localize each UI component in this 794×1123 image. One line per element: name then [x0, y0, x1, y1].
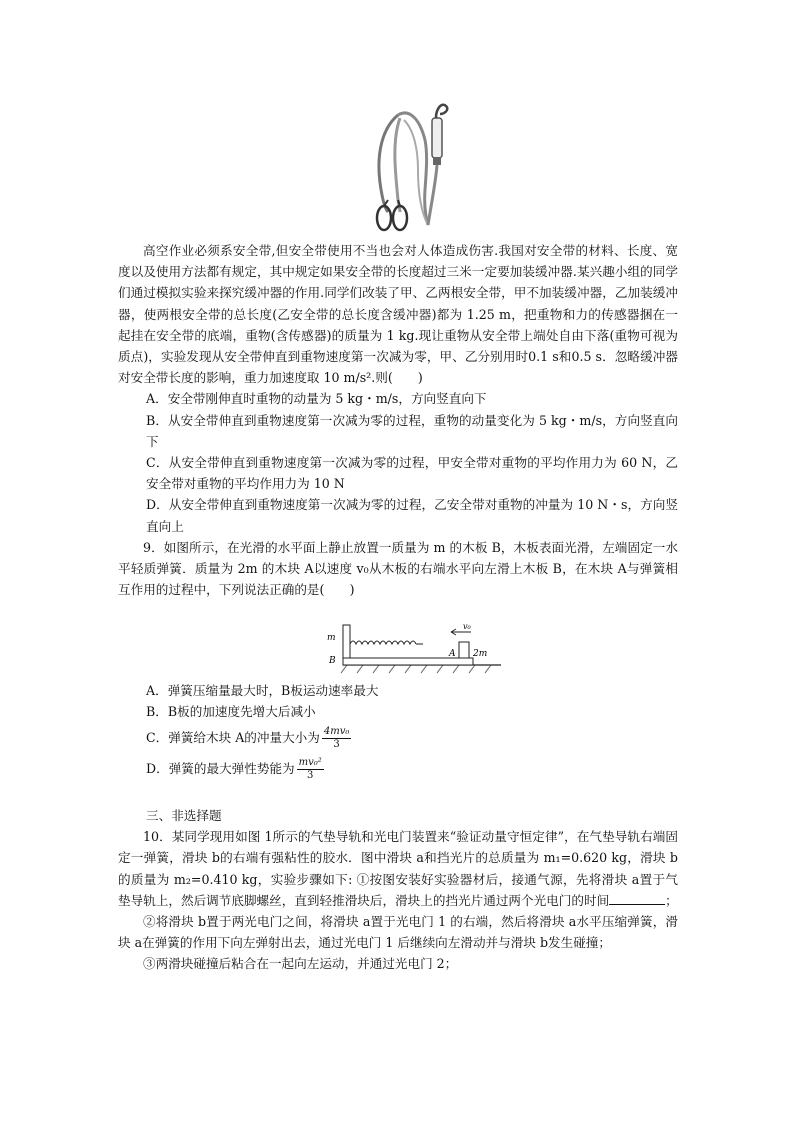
section-3: [118, 805, 678, 975]
q9-stem: 9．如图所示，在光滑的水平面上静止放置一质量为 m 的木板 B，木板表面光滑，左端固定一水平轻质弹簧．质量为 2m 的木块 A以速度 v₀从木板的右端水平向左滑上木板 B，在木块 A与弹簧相互作用的过程中，下列说法正确的是( ): [118, 539, 678, 598]
q10-p1-end: ；: [665, 892, 678, 908]
q8-stem: 高空作业必须系安全带,但安全带使用不当也会对人体造成伤害.我国对安全带的材料、长度、宽度以及使用方法都有规定，其中规定如果安全带的长度超过三米一定要加装缓冲器.某兴趣小组的同学们通过模拟实验来探究缓冲器的作用.同学们改装了甲、乙两根安全带，甲不加装缓冲器，乙加装缓冲器，使两根安全带的总长度(乙安全带的总长度含缓冲器)都为 1.25 m，把重物和力的传感器捆在一起挂在安全带的底端，重物(含传感器)的质量为 1 kg.现让重物从安全带上端处自由下落(重物可视为质点)，实验发现从安全带伸直到重物速度第一次减为零，甲、乙分别用时0.1 s和0.5 s．忽略缓冲器对安全带长度的影响，重力加速度取 10 m/s².则( ): [118, 243, 678, 386]
label-m: m: [327, 633, 336, 643]
label-A: A: [449, 649, 456, 659]
q9-option-c-den: 3: [333, 739, 340, 751]
q8-option-c: C．从安全带伸直到重物速度第一次减为零的过程，甲安全带对重物的平均作用力为 60 N，乙安全带对重物的平均作用力为 10 N: [146, 455, 678, 492]
q9-option-d-den: 3: [307, 770, 314, 782]
q9-option-d-fraction: [297, 757, 324, 782]
q10-paragraph-1: [118, 826, 678, 911]
q10-paragraph-2: ②将滑块 b置于两光电门之间，将滑块 a置于光电门 1 的右端，然后将滑块 a水平压缩弹簧，滑块 a在弹簧的作用下向左弹射出去，通过光电门 1 后继续向左滑动并与滑块 b发生碰撞；: [118, 914, 678, 951]
label-2m: 2m: [473, 649, 488, 659]
q9-option-d-num: mv₀²: [298, 757, 322, 769]
q9-option-d-text: D．弹簧的最大弹性势能为: [146, 761, 295, 777]
spring-board-figure: [323, 620, 503, 675]
q9-option-b: B．B板的加速度先增大后减小: [146, 704, 316, 720]
safety-belt-figure: [370, 100, 460, 235]
q8-option-a: A．安全带刚伸直时重物的动量为 5 kg・m/s，方向竖直向下: [146, 391, 487, 407]
q9-option-c: [118, 726, 678, 751]
q10-p1-text: 10．某同学现用如图 1所示的气垫导轨和光电门装置来“验证动量守恒定律”，在气垫导轨右端固定一弹簧，滑块 b的右端有强粘性的胶水．图中滑块 a和挡光片的总质量为 m₁=0.620 kg，滑块 b的质量为 m₂=0.410 kg，实验步骤如下: ①按图安装好实验器材后，接通气源，先将滑块 a置于气垫导轨上，然后调节底脚螺丝，直到轻推滑块后，滑块上的挡光片通过两个光电门的时间: [118, 829, 678, 908]
label-v0: v₀: [463, 622, 471, 631]
section-3-title: 三、非选择题: [146, 808, 222, 823]
q9-option-d: [118, 757, 678, 782]
q9-option-a: A．弹簧压缩量最大时，B板运动速率最大: [146, 683, 379, 698]
question-8: [118, 240, 678, 600]
q9-option-c-num: 4mv₀: [323, 726, 350, 738]
q8-option-d: D．从安全带伸直到重物速度第一次减为零的过程，乙安全带对重物的冲量为 10 N・s，方向竖直向上: [146, 497, 678, 534]
q8-option-b: B．从安全带伸直到重物速度第一次减为零的过程，重物的动量变化为 5 kg・m/s，方向竖直向下: [146, 412, 678, 449]
question-9-options: [118, 680, 678, 782]
label-B: B: [329, 656, 336, 666]
q9-option-c-fraction: [322, 726, 352, 751]
q9-option-c-text: C．弹簧给木块 A的冲量大小为: [146, 730, 320, 746]
answer-blank[interactable]: [609, 890, 665, 905]
q10-paragraph-3: ③两滑块碰撞后粘合在一起向左运动，并通过光电门 2；: [143, 956, 458, 972]
